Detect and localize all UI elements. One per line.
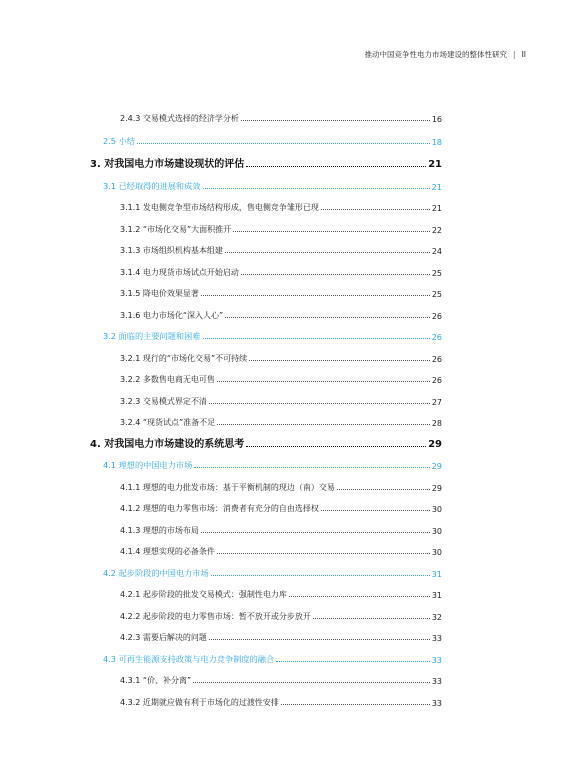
toc-entry-label: 3.1.3 市场组织机构基本组建: [120, 246, 223, 255]
leader-dots: [193, 682, 430, 683]
toc-entry-label: 3.1.6 电力市场化“深入人心”: [120, 311, 224, 320]
toc-entry-label: 4.1.2 理想的电力零售市场：消费者有充分的自由选择权: [120, 504, 319, 513]
toc-entry-label: 4.3 可再生能源支持政策与电力竞争制度的融合: [103, 654, 275, 664]
toc-entry-page: 29: [431, 484, 442, 493]
toc-entry-label: 4.3.2 近期就应做有利于市场化的过渡性安排: [120, 698, 279, 707]
toc-entry[interactable]: [120, 479, 442, 493]
leader-dots: [281, 704, 430, 705]
toc-entry[interactable]: [120, 672, 442, 686]
toc-entry-page: 31: [431, 569, 442, 579]
toc-entry[interactable]: [120, 242, 442, 256]
leader-dots: [209, 403, 430, 404]
toc-entry-page: 22: [431, 226, 442, 235]
header-title: 推动中国竞争性电力市场建设的整体性研究: [364, 50, 508, 59]
leader-dots: [209, 639, 430, 640]
toc-entry[interactable]: [120, 500, 442, 514]
leader-dots: [194, 467, 429, 468]
toc-entry-page: 24: [431, 247, 442, 256]
toc-entry-label: 3. 对我国电力市场建设现状的评估: [90, 159, 245, 170]
toc-entry-label: 3.1.4 电力现货市场试点开始启动: [120, 268, 239, 277]
toc-entry[interactable]: [103, 178, 442, 192]
leader-dots: [225, 317, 430, 318]
toc-entry[interactable]: [120, 371, 442, 385]
toc-entry-label: 4.2 起步阶段的中国电力市场: [103, 568, 209, 578]
toc-entry[interactable]: [120, 350, 442, 364]
toc-entry[interactable]: [120, 221, 442, 235]
leader-dots: [217, 553, 430, 554]
toc-entry-label: 4.1.4 理想实现的必备条件: [120, 547, 215, 556]
toc-entry[interactable]: [120, 543, 442, 557]
toc-entry-label: 2.5 小结: [103, 136, 135, 146]
toc-entry-page: 29: [431, 461, 442, 471]
toc-entry[interactable]: [120, 199, 442, 213]
toc-entry[interactable]: [120, 586, 442, 600]
toc-entry[interactable]: [120, 522, 442, 536]
toc-entry[interactable]: [120, 393, 442, 407]
toc-entry-page: 29: [428, 439, 442, 450]
toc-entry-label: 4.2.3 需要后解决的问题: [120, 633, 207, 642]
leader-dots: [337, 489, 430, 490]
leader-dots: [241, 120, 430, 121]
toc-entry-page: 30: [431, 505, 442, 514]
toc-entry-label: 4. 对我国电力市场建设的系统思考: [90, 439, 245, 450]
toc-entry-label: 2.4.3 交易模式选择的经济学分析: [120, 114, 239, 123]
leader-dots: [276, 661, 429, 662]
toc-entry-page: 33: [431, 655, 442, 665]
toc-entry-label: 4.1 理想的中国电力市场: [103, 460, 193, 470]
toc-entry-label: 3.2.1 现行的“市场化交易”不可持续: [120, 354, 248, 363]
leader-dots: [217, 381, 430, 382]
toc-entry[interactable]: [120, 629, 442, 643]
toc-entry-page: 16: [431, 115, 442, 124]
toc-entry-page: 26: [431, 332, 442, 342]
leader-dots: [321, 209, 430, 210]
toc-entry-page: 26: [431, 355, 442, 364]
toc-entry[interactable]: [103, 133, 442, 147]
leader-dots: [201, 532, 430, 533]
leader-dots: [203, 188, 430, 189]
toc-entry[interactable]: [120, 110, 442, 124]
leader-dots: [203, 338, 430, 339]
toc-entry-page: 31: [431, 591, 442, 600]
toc-entry-page: 26: [431, 312, 442, 321]
toc-entry[interactable]: [120, 264, 442, 278]
toc-entry-label: 4.2.1 起步阶段的批发交易模式：强制性电力库: [120, 590, 287, 599]
leader-dots: [233, 231, 430, 232]
toc-entry-page: 28: [431, 419, 442, 428]
leader-dots: [211, 575, 430, 576]
toc-entry-label: 3.1.1 发电侧竞争型市场结构形成，售电侧竞争雏形已现: [120, 203, 319, 212]
header-page-number: II: [521, 50, 526, 59]
toc-entry[interactable]: [103, 565, 442, 579]
leader-dots: [137, 143, 430, 144]
leader-dots: [249, 360, 430, 361]
toc-entry[interactable]: [120, 307, 442, 321]
toc-entry-label: 4.1.3 理想的市场布局: [120, 526, 199, 535]
toc-entry[interactable]: [90, 436, 442, 450]
leader-dots: [313, 618, 430, 619]
toc-entry-label: 4.1.1 理想的电力批发市场：基于平衡机制的现边（南）交易: [120, 483, 335, 492]
toc-entry-page: 21: [428, 159, 442, 170]
running-header: [365, 49, 526, 60]
toc-entry[interactable]: [120, 608, 442, 622]
toc-entry-label: 3.1.5 降电价效果显著: [120, 289, 199, 298]
toc-entry-label: 4.2.2 起步阶段的电力零售市场：暂不放开或分步放开: [120, 612, 311, 621]
toc-entry-page: 25: [431, 290, 442, 299]
toc-entry-label: 3.1 已经取得的进展和成效: [103, 181, 201, 191]
toc-entry-page: 26: [431, 376, 442, 385]
toc-entry-page: 18: [431, 137, 442, 147]
toc-entry-page: 25: [431, 269, 442, 278]
toc-entry-page: 30: [431, 527, 442, 536]
toc-entry-page: 21: [431, 182, 442, 192]
toc-entry[interactable]: [90, 156, 442, 170]
header-separator: |: [513, 50, 516, 59]
toc-entry-page: 32: [431, 613, 442, 622]
leader-dots: [201, 295, 430, 296]
toc-entry[interactable]: [120, 414, 442, 428]
toc-entry-label: 3.2.3 交易模式界定不清: [120, 397, 207, 406]
toc-entry[interactable]: [103, 457, 442, 471]
toc-entry-page: 30: [431, 548, 442, 557]
toc-entry[interactable]: [103, 651, 442, 665]
leader-dots: [246, 446, 426, 447]
toc-entry-label: 3.2 面临的主要问题和困难: [103, 331, 201, 341]
toc-entry-label: 3.2.2 多数售电商无电可售: [120, 375, 215, 384]
toc-entry[interactable]: [103, 328, 442, 342]
leader-dots: [289, 596, 430, 597]
leader-dots: [241, 274, 430, 275]
leader-dots: [217, 424, 430, 425]
toc-entry-label: 3.2.4 “现货试点”准备不足: [120, 418, 216, 427]
toc-entry-page: 33: [431, 699, 442, 708]
toc-entry-page: 21: [431, 204, 442, 213]
toc-entry[interactable]: [120, 285, 442, 299]
leader-dots: [321, 510, 430, 511]
toc-entry-page: 27: [431, 398, 442, 407]
toc-entry-page: 33: [431, 634, 442, 643]
toc-entry[interactable]: [120, 694, 442, 708]
leader-dots: [225, 252, 430, 253]
toc-entry-label: 3.1.2 “市场化交易”大面积推开: [120, 225, 232, 234]
toc-entry-label: 4.3.1 “价、补分离”: [120, 676, 192, 685]
leader-dots: [246, 166, 426, 167]
toc-entry-page: 33: [431, 677, 442, 686]
